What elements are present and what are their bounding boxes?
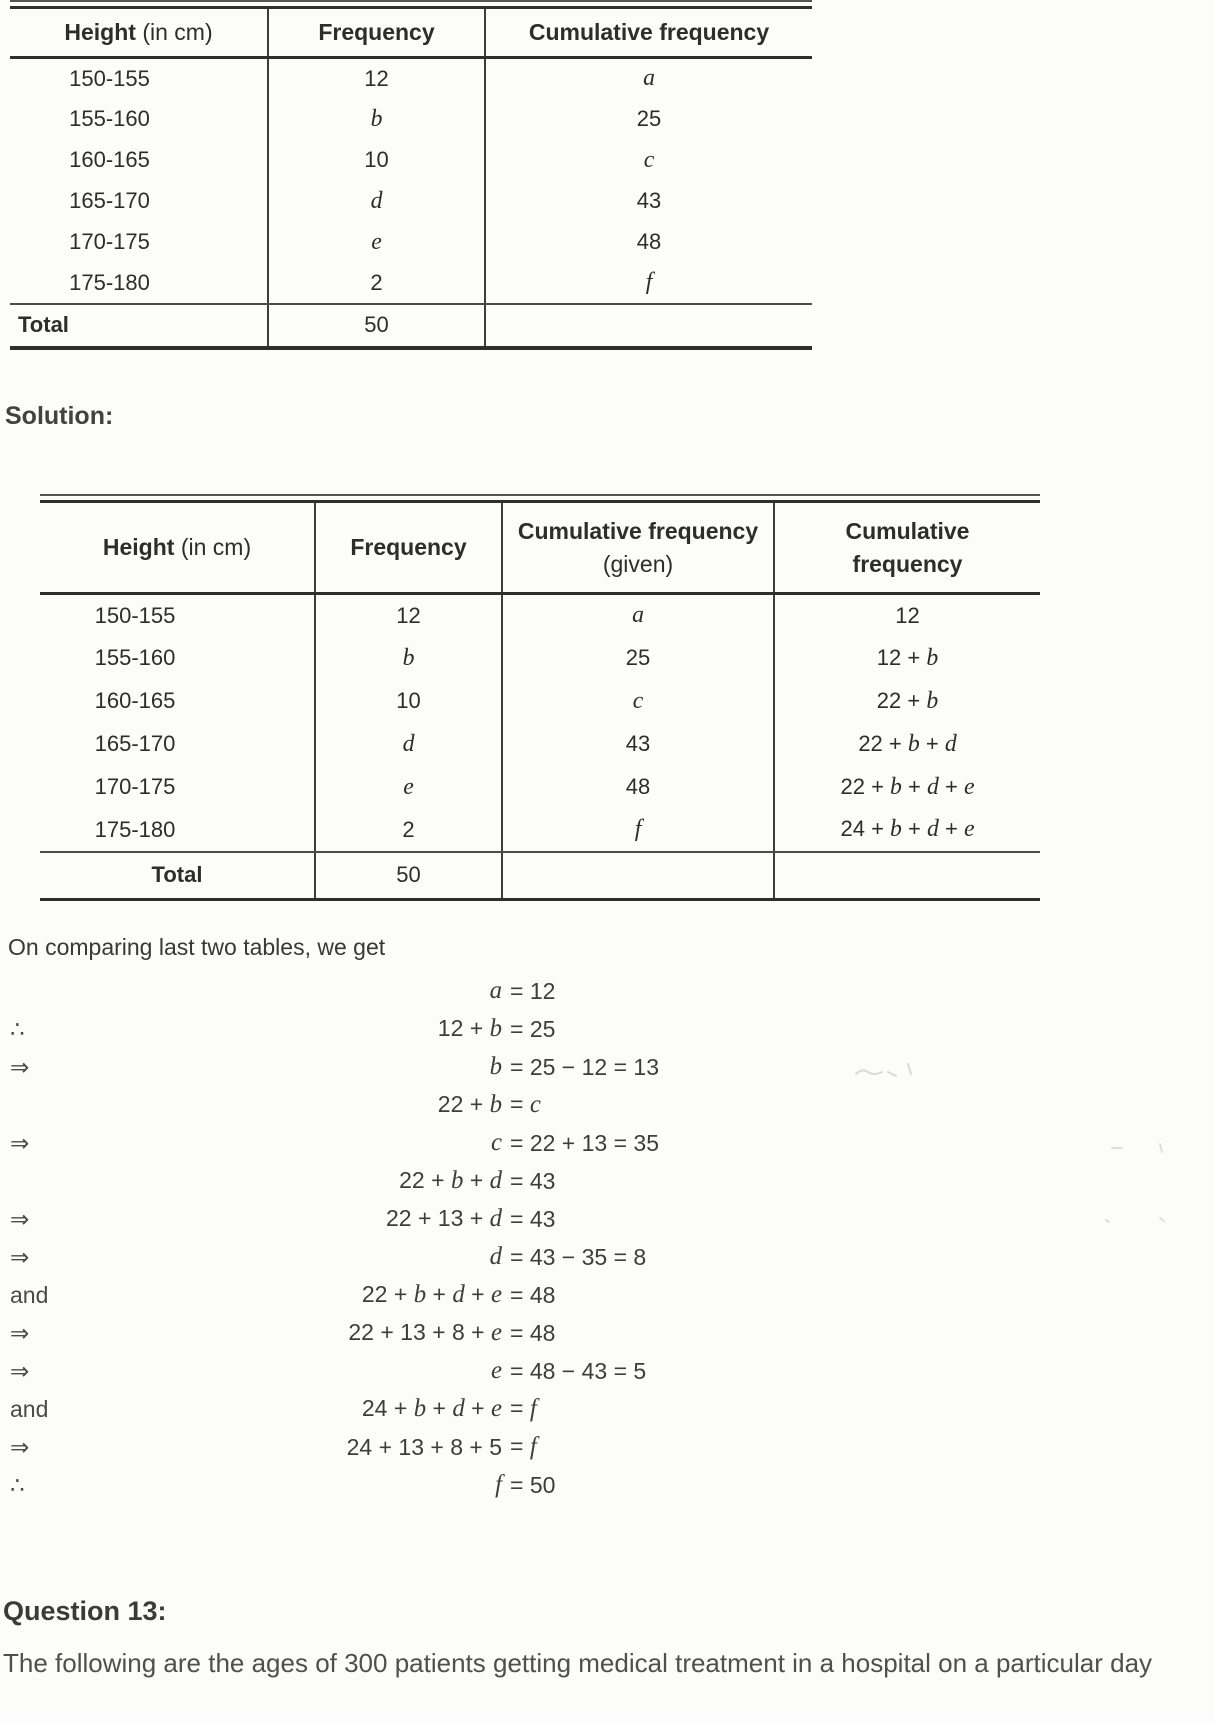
equation-line	[0, 1428, 1215, 1466]
equation-line	[0, 1200, 1215, 1238]
equation-line	[0, 1010, 1215, 1048]
equation-rhs: = f	[510, 1395, 537, 1422]
table-header-row	[40, 502, 1040, 594]
empty-cell	[774, 852, 1040, 900]
height-range: 175-180	[10, 263, 268, 304]
equation-rhs: = 43	[510, 1167, 556, 1194]
equation-rhs: = 48	[510, 1319, 556, 1346]
col-header-height: Height (in cm)	[10, 8, 268, 58]
equation-lhs: 22 + b	[437, 1091, 502, 1118]
equation-connector: ⇒	[10, 1129, 30, 1156]
solution-heading: Solution:	[5, 402, 114, 430]
height-range: 160-165	[94, 688, 176, 713]
total-label: Total	[18, 312, 69, 337]
cumulative-given-value: 43	[502, 723, 774, 766]
equation-lhs: 12 + b	[437, 1015, 502, 1042]
equation-lhs: 22 + b + d	[399, 1167, 502, 1194]
equation-rhs: = 25 − 12 = 13	[510, 1053, 659, 1080]
frequency-value: 12	[315, 594, 502, 637]
cumulative-given-value: 48	[502, 766, 774, 809]
height-range: 155-160	[94, 645, 176, 670]
cumulative-given-value: 25	[502, 637, 774, 680]
frequency-value: 2	[315, 809, 502, 852]
equation-connector: and	[10, 1281, 49, 1308]
equation-connector: ∴	[10, 1015, 25, 1042]
total-row	[10, 304, 812, 348]
equation-rhs: = c	[510, 1091, 541, 1118]
equation-connector: ∴	[10, 1471, 25, 1498]
col-header-cumulative-frequency: Cumulative frequency	[774, 502, 1040, 594]
col-header-cumulative-frequency-given: Cumulative frequency (given)	[502, 502, 774, 594]
cumulative-derived-value: 12	[774, 594, 1040, 637]
cumulative-derived-value: 22 + b + d	[774, 723, 1040, 766]
total-label: Total	[151, 862, 203, 888]
equation-line	[0, 1124, 1215, 1162]
table-row	[10, 140, 812, 181]
equation-lhs: 22 + 13 + 8 + e	[348, 1319, 502, 1346]
equation-connector: ⇒	[10, 1205, 30, 1232]
cumulative-derived-value: 22 + b + d + e	[774, 766, 1040, 809]
equation-line	[0, 1390, 1215, 1428]
frequency-value: d	[268, 181, 485, 222]
equation-line	[0, 1276, 1215, 1314]
equation-rhs: = 48 − 43 = 5	[510, 1357, 647, 1384]
equation-line	[0, 972, 1215, 1010]
question-table	[10, 0, 812, 350]
equation-line	[0, 1048, 1215, 1086]
scan-artifact	[1108, 1140, 1178, 1156]
equation-lhs: b	[489, 1053, 502, 1080]
equation-connector: and	[10, 1395, 49, 1422]
equation-lhs: a	[489, 977, 502, 1004]
equation-lhs: c	[490, 1129, 502, 1156]
frequency-value: e	[315, 766, 502, 809]
equation-lhs: d	[489, 1243, 502, 1270]
table-row	[40, 809, 1040, 852]
equation-rhs: = 50	[510, 1471, 556, 1498]
cumulative-derived-value: 22 + b	[774, 680, 1040, 723]
equation-line	[0, 1466, 1215, 1504]
frequency-value: 10	[268, 140, 485, 181]
height-range: 165-170	[69, 188, 150, 213]
equation-line	[0, 1086, 1215, 1124]
equation-rhs: = 12	[510, 977, 556, 1004]
frequency-value: e	[268, 222, 485, 263]
equation-connector: ⇒	[10, 1053, 30, 1080]
cumulative-frequency-value: 48	[485, 222, 812, 263]
cumulative-frequency-value: c	[485, 140, 812, 181]
table-row	[40, 680, 1040, 723]
comparing-text: On comparing last two tables, we get	[8, 934, 386, 960]
solution-table	[40, 494, 1040, 901]
table-row	[10, 99, 812, 140]
cumulative-frequency-value: 43	[485, 181, 812, 222]
cumulative-frequency-value: a	[485, 58, 812, 99]
equation-lhs: e	[490, 1357, 502, 1384]
frequency-value: 12	[268, 58, 485, 99]
frequency-value: b	[268, 99, 485, 140]
equation-line	[0, 1162, 1215, 1200]
equation-rhs: = 22 + 13 = 35	[510, 1129, 659, 1156]
cumulative-derived-value: 24 + b + d + e	[774, 809, 1040, 852]
equation-rhs: = 25	[510, 1015, 556, 1042]
height-range: 150-155	[94, 602, 176, 628]
frequency-value: d	[315, 723, 502, 766]
height-range: 160-165	[69, 147, 150, 172]
cumulative-given-value: f	[502, 809, 774, 852]
equation-rhs: = 43 − 35 = 8	[510, 1243, 647, 1270]
equation-connector: ⇒	[10, 1243, 30, 1270]
height-range: 170-175	[69, 229, 150, 254]
cumulative-given-value: a	[502, 594, 774, 637]
cumulative-given-value: c	[502, 680, 774, 723]
col-header-height: Height (in cm)	[40, 502, 315, 594]
frequency-value: b	[315, 637, 502, 680]
cumulative-derived-value: 12 + b	[774, 637, 1040, 680]
question-13-text: The following are the ages of 300 patients getting medical treatment in a hospital on a particular day	[3, 1648, 1153, 1678]
scan-artifact	[1100, 1212, 1180, 1226]
height-range: 150-155	[69, 65, 150, 91]
equation-line	[0, 1238, 1215, 1276]
frequency-value: 10	[315, 680, 502, 723]
table-row	[10, 222, 812, 263]
table-header-row	[10, 8, 812, 58]
frequency-value: 2	[268, 263, 485, 304]
equation-connector: ⇒	[10, 1319, 30, 1346]
equation-connector: ⇒	[10, 1433, 30, 1460]
empty-cell	[502, 852, 774, 900]
table-row	[10, 181, 812, 222]
equation-connector: ⇒	[10, 1357, 30, 1384]
equation-lhs: 22 + 13 + d	[385, 1205, 502, 1232]
col-header-frequency: Frequency	[268, 8, 485, 58]
cumulative-frequency-value: 25	[485, 99, 812, 140]
col-header-frequency: Frequency	[315, 502, 502, 594]
equation-line	[0, 1352, 1215, 1390]
table-row	[40, 723, 1040, 766]
height-range: 170-175	[94, 774, 176, 799]
table-row	[10, 263, 812, 304]
total-value: 50	[268, 304, 485, 348]
equation-lhs: f	[495, 1471, 502, 1498]
total-row	[40, 852, 1040, 900]
equation-rhs: = f	[510, 1433, 537, 1460]
height-range: 155-160	[69, 106, 150, 131]
equation-line	[0, 1314, 1215, 1352]
table-row	[40, 637, 1040, 680]
table-row	[40, 766, 1040, 809]
cumulative-frequency-value: f	[485, 263, 812, 304]
question-13-heading: Question 13:	[3, 1596, 167, 1626]
equation-lhs: 24 + 13 + 8 + 5	[346, 1433, 502, 1460]
empty-cell	[485, 304, 812, 348]
table-row	[40, 594, 1040, 637]
col-header-cumulative-frequency: Cumulative frequency	[485, 8, 812, 58]
scan-artifact	[852, 1058, 932, 1082]
table-row	[10, 58, 812, 99]
equation-block	[0, 972, 1215, 1504]
equation-rhs: = 43	[510, 1205, 556, 1232]
equation-lhs: 24 + b + d + e	[361, 1395, 502, 1422]
height-range: 165-170	[94, 731, 176, 756]
total-value: 50	[315, 852, 502, 900]
equation-rhs: = 48	[510, 1281, 556, 1308]
equation-lhs: 22 + b + d + e	[361, 1281, 502, 1308]
height-range: 175-180	[40, 809, 315, 852]
